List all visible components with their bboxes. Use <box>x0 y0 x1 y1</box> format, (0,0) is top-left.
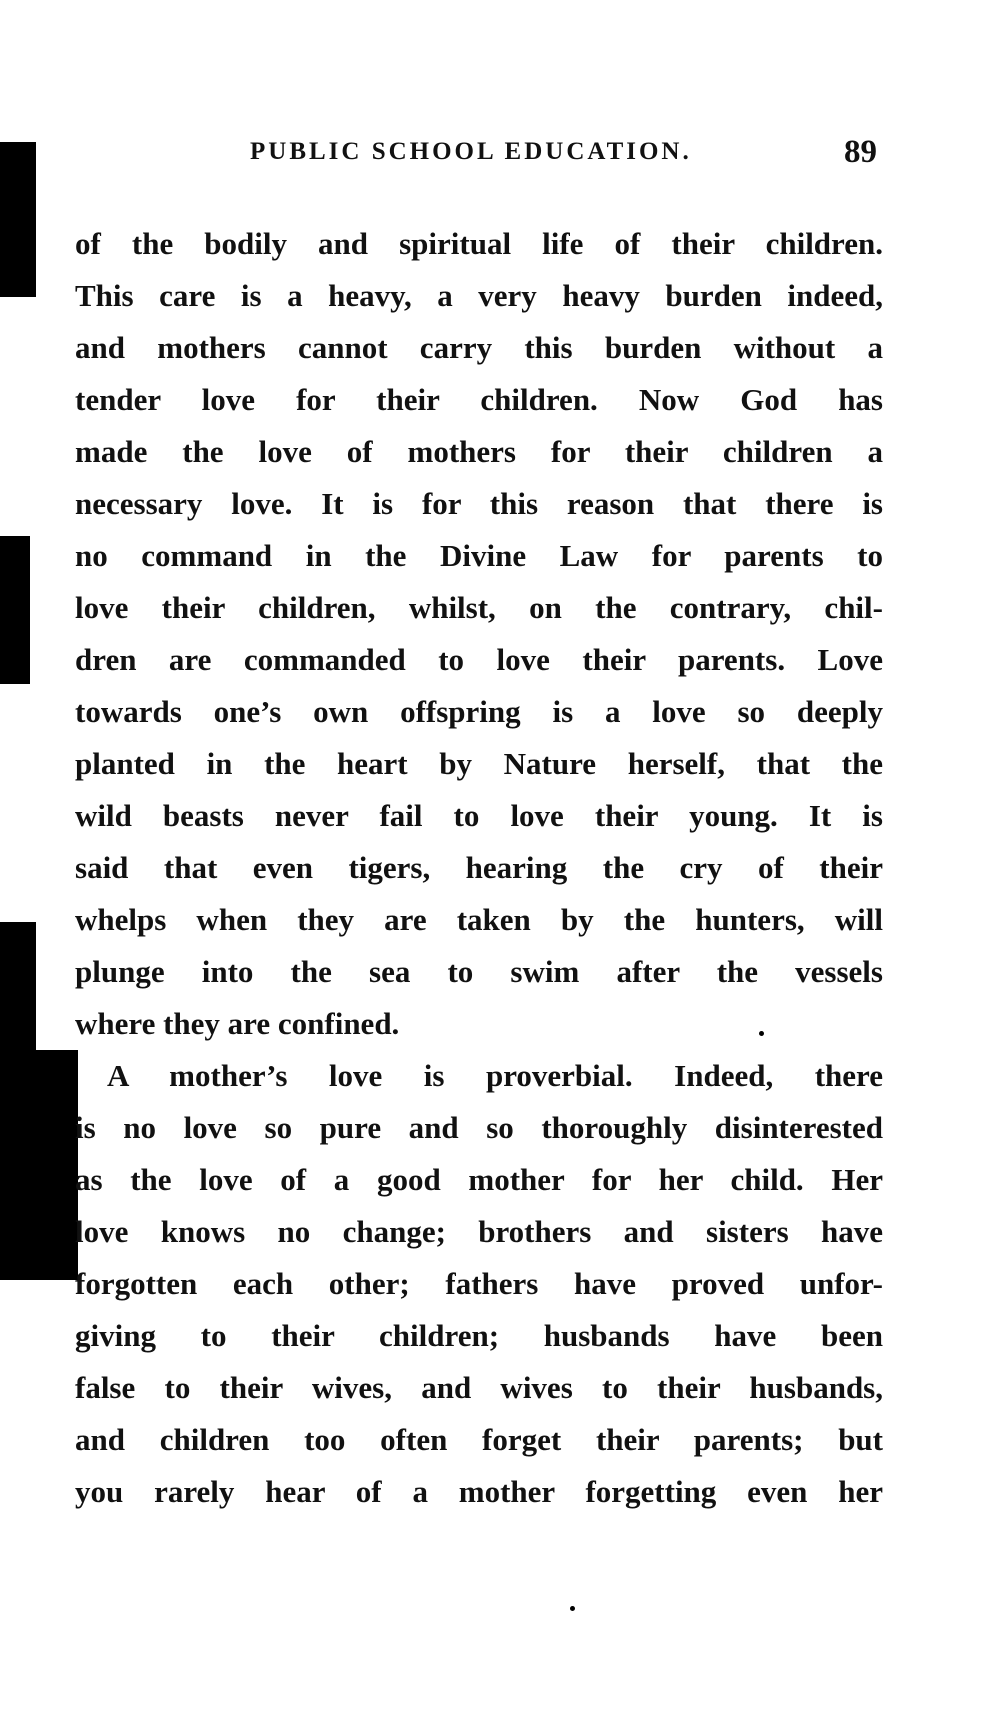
scan-edge-mark <box>0 1050 78 1280</box>
text-line: no command in the Divine Law for parents to <box>75 538 883 573</box>
text-line: and children too often forget their parents; but <box>75 1422 883 1457</box>
paragraph <box>75 1050 883 1518</box>
running-title: PUBLIC SCHOOL EDUCATION. <box>250 138 692 165</box>
text-line: where they are confined. <box>75 1006 400 1041</box>
text-line: false to their wives, and wives to their husbands, <box>75 1370 883 1405</box>
body-text <box>75 218 883 1518</box>
text-line: planted in the heart by Nature herself, that the <box>75 746 883 781</box>
text-line: you rarely hear of a mother forgetting even her <box>75 1474 883 1509</box>
text-line: giving to their children; husbands have been <box>75 1318 883 1353</box>
text-line: love their children, whilst, on the contrary, chil- <box>75 590 883 625</box>
text-line: is no love so pure and so thoroughly disinterested <box>75 1110 883 1145</box>
text-line: and mothers cannot carry this burden without a <box>75 330 883 365</box>
text-line: dren are commanded to love their parents. Love <box>75 642 883 677</box>
text-line: forgotten each other; fathers have proved unfor- <box>75 1266 883 1301</box>
scan-edge-mark <box>0 922 36 1062</box>
text-line: necessary love. It is for this reason that there is <box>75 486 883 521</box>
text-line: made the love of mothers for their children a <box>75 434 883 469</box>
text-line: This care is a heavy, a very heavy burden indeed, <box>75 278 883 313</box>
text-line: of the bodily and spiritual life of their children. <box>75 226 883 261</box>
scan-edge-mark <box>0 536 30 684</box>
text-line: wild beasts never fail to love their young. It is <box>75 798 883 833</box>
page-number: 89 <box>844 134 877 170</box>
text-line: towards one’s own offspring is a love so deeply <box>75 694 883 729</box>
paragraph <box>75 218 883 1050</box>
text-line: said that even tigers, hearing the cry of their <box>75 850 883 885</box>
text-line: tender love for their children. Now God has <box>75 382 883 417</box>
scan-speck <box>570 1606 575 1611</box>
scan-edge-mark <box>0 142 36 297</box>
text-line: whelps when they are taken by the hunters, will <box>75 902 883 937</box>
text-line: love knows no change; brothers and sisters have <box>75 1214 883 1249</box>
text-line: as the love of a good mother for her child. Her <box>75 1162 883 1197</box>
text-line: plunge into the sea to swim after the vessels <box>75 954 883 989</box>
text-line: A mother’s love is proverbial. Indeed, there <box>107 1058 883 1093</box>
running-head <box>75 134 885 174</box>
